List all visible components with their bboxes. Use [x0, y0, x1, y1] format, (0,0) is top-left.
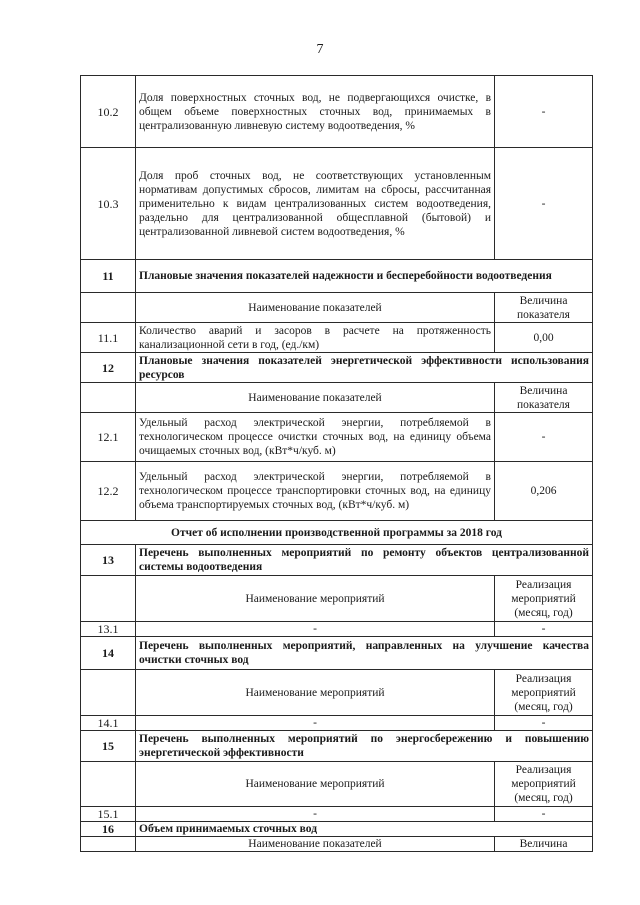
column-header-value: Величина показателя — [495, 383, 593, 413]
section-number: 14 — [81, 637, 136, 670]
column-header-value: Реализация мероприятий (месяц, год) — [495, 576, 593, 622]
section-row — [81, 822, 593, 837]
column-header-name: Наименование мероприятий — [136, 762, 495, 807]
activity-date: - — [495, 807, 593, 822]
table-row — [81, 148, 593, 260]
column-header-name: Наименование показателей — [136, 293, 495, 323]
table-row — [81, 76, 593, 148]
activity-name: - — [136, 716, 495, 731]
section-title: Плановые значения показателей энергетической эффективности использования ресурсов — [136, 353, 593, 383]
section-number: 12 — [81, 353, 136, 383]
column-header-name: Наименование мероприятий — [136, 576, 495, 622]
section-number: 15 — [81, 731, 136, 762]
section-title: Перечень выполненных мероприятий, направленных на улучшение качества очистки сточных вод — [136, 637, 593, 670]
section-title: Плановые значения показателей надежности и бесперебойности водоотведения — [136, 260, 593, 293]
section-number: 13 — [81, 545, 136, 576]
table-row — [81, 413, 593, 462]
header-row — [81, 383, 593, 413]
indicator-value: 0,206 — [495, 462, 593, 521]
indicator-name: Удельный расход электрической энергии, потребляемой в технологическом процессе очистки сточных вод, на единицу объема очищаемых сточных вод, (кВт*ч/куб. м) — [136, 413, 495, 462]
indicator-name: Доля проб сточных вод, не соответствующих установленным нормативам допустимых сбросов, лимитам на сбросы, рассчитанная применительно к видам централизованных систем водоотведения, раздельно для централизованной общесплавной (бытовой) и централизованной ливневой систем водоотведения, % — [136, 148, 495, 260]
row-number: 13.1 — [81, 622, 136, 637]
indicator-name: Количество аварий и засоров в расчете на протяженность канализационной сети в год, (ед./км) — [136, 323, 495, 353]
page-number: 7 — [316, 42, 324, 57]
row-number: 12.2 — [81, 462, 136, 521]
indicator-value: - — [495, 413, 593, 462]
column-header-name: Наименование показателей — [136, 383, 495, 413]
report-title: Отчет об исполнении производственной программы за 2018 год — [81, 521, 593, 545]
section-row — [81, 260, 593, 293]
row-number: 10.2 — [81, 76, 136, 148]
row-number: 12.1 — [81, 413, 136, 462]
header-row — [81, 762, 593, 807]
column-header-value: Реализация мероприятий (месяц, год) — [495, 762, 593, 807]
row-number: 10.3 — [81, 148, 136, 260]
section-number: 11 — [81, 260, 136, 293]
column-header-value: Реализация мероприятий (месяц, год) — [495, 670, 593, 716]
section-row — [81, 731, 593, 762]
header-row — [81, 293, 593, 323]
column-header-name: Наименование мероприятий — [136, 670, 495, 716]
header-row — [81, 576, 593, 622]
section-title: Перечень выполненных мероприятий по энергосбережению и повышению энергетической эффективности — [136, 731, 593, 762]
section-number: 16 — [81, 822, 136, 837]
section-row — [81, 545, 593, 576]
indicator-value: - — [495, 148, 593, 260]
report-title-row — [81, 521, 593, 545]
activity-date: - — [495, 622, 593, 637]
table-row — [81, 462, 593, 521]
column-header-value: Величина — [495, 837, 593, 852]
row-number: 15.1 — [81, 807, 136, 822]
column-header-name: Наименование показателей — [136, 837, 495, 852]
table-row — [81, 716, 593, 731]
section-title: Объем принимаемых сточных вод — [136, 822, 593, 837]
section-title: Перечень выполненных мероприятий по ремонту объектов централизованной системы водоотведения — [136, 545, 593, 576]
indicator-name: Доля поверхностных сточных вод, не подвергающихся очистке, в общем объеме поверхностных сточных вод, принимаемых в централизованную ливневую систему водоотведения, % — [136, 76, 495, 148]
row-number: 11.1 — [81, 323, 136, 353]
table-row — [81, 622, 593, 637]
column-header-value: Величина показателя — [495, 293, 593, 323]
table-row — [81, 807, 593, 822]
indicator-name: Удельный расход электрической энергии, потребляемой в технологическом процессе транспортировки сточных вод, на единицу объема транспортируемых сточных вод, (кВт*ч/куб. м) — [136, 462, 495, 521]
row-number: 14.1 — [81, 716, 136, 731]
activity-name: - — [136, 807, 495, 822]
section-row — [81, 353, 593, 383]
indicators-table — [80, 75, 593, 852]
section-row — [81, 637, 593, 670]
indicator-value: 0,00 — [495, 323, 593, 353]
indicator-value: - — [495, 76, 593, 148]
header-row — [81, 670, 593, 716]
activity-date: - — [495, 716, 593, 731]
header-row — [81, 837, 593, 852]
table-row — [81, 323, 593, 353]
activity-name: - — [136, 622, 495, 637]
